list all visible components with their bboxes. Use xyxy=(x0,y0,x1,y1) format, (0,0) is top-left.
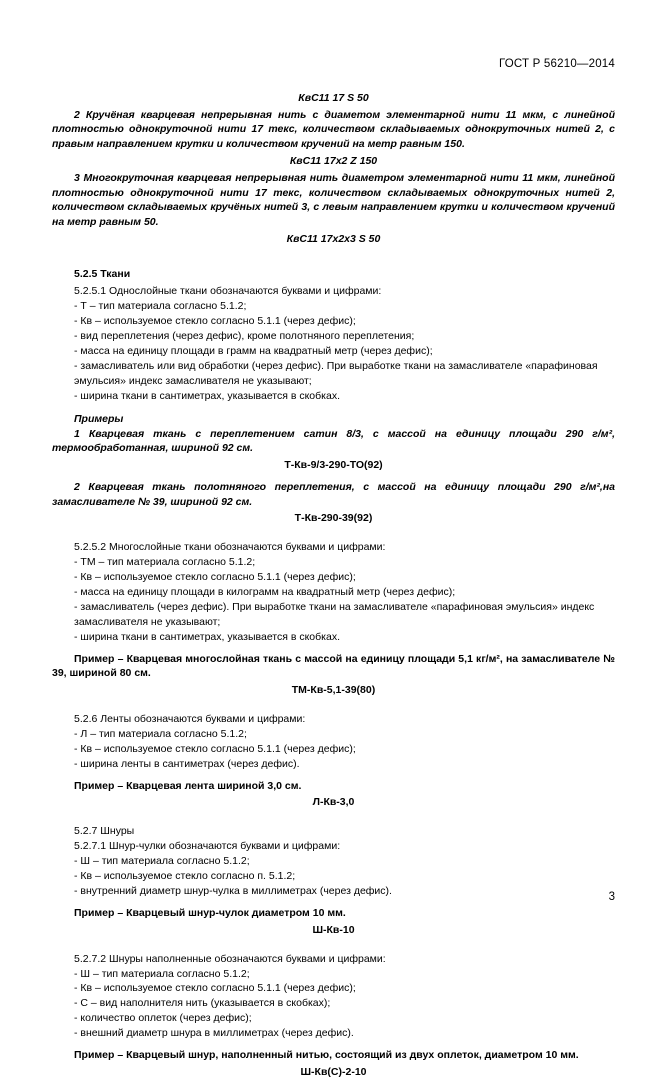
section-5-2-7-1-example-code: Ш-Кв-10 xyxy=(312,923,355,936)
code-line-1: КвС11 17 S 50 xyxy=(298,92,369,104)
section-5-2-7-2-intro: 5.2.7.2 Шнуры наполненные обозначаются буквами и цифрами: xyxy=(74,952,386,965)
list-item: - Кв – используемое стекло согласно 5.1.1 (через дефис); xyxy=(74,571,356,584)
code-line-2: КвС11 17х2 Z 150 xyxy=(289,155,378,168)
paragraph-2: 2 Кручёная кварцевая непрерывная нить с диаметом элементарной нити 11 мкм, с линейной плотностью однокруточной нити 17 текс, количеством складываемых однокруточных нитей 2, с правым направлением крутки и количеством кручений на метр равным 150. xyxy=(52,109,615,150)
list-item: - Ш – тип материала согласно 5.1.2; xyxy=(74,967,250,980)
list-item: - масса на единицу площади в килограмм на квадратный метр (через дефис); xyxy=(74,586,456,599)
list-item: - количество оплеток (через дефис); xyxy=(74,1012,252,1025)
list-item: - ТМ – тип материала согласно 5.1.2; xyxy=(74,556,256,569)
example-2: 2 Кварцевая ткань полотняного переплетения, с массой на единицу площади 290 г/м²,на замасливателе № 39, шириной 92 см. xyxy=(52,481,615,508)
list-item: - Ш – тип материала согласно 5.1.2; xyxy=(74,855,250,868)
list-item: - Л – тип материала согласно 5.1.2; xyxy=(74,728,247,741)
section-5-2-7-heading: 5.2.7 Шнуры xyxy=(74,825,135,838)
section-5-2-6-example: Пример – Кварцевая лента шириной 3,0 см. xyxy=(74,779,302,792)
list-item: - ширина ленты в сантиметрах (через дефис). xyxy=(74,757,300,770)
list-item: - Кв – используемое стекло согласно 5.1.1 (через дефис); xyxy=(74,742,356,755)
section-5-2-7-1-intro: 5.2.7.1 Шнур-чулки обозначаются буквами и цифрами: xyxy=(74,840,341,853)
list-item: - замасливатель или вид обработки (через дефис). При выработке ткани на замасливателе «парафиновая эмульсия» индекс замасливателя не указывают; xyxy=(74,359,598,387)
list-item: - масса на единицу площади в грамм на квадратный метр (через дефис); xyxy=(74,345,433,358)
section-5-2-5-heading: 5.2.5 Ткани xyxy=(74,268,131,281)
examples-title: Примеры xyxy=(74,412,124,425)
multi-example-code: ТМ-Кв-5,1-39(80) xyxy=(291,684,376,697)
section-5-2-5-2-intro: 5.2.5.2 Многослойные ткани обозначаются буквами и цифрами: xyxy=(74,541,386,554)
section-5-2-7-2-example-code: Ш-Кв(С)-2-10 xyxy=(300,1065,367,1078)
list-item: - внутренний диаметр шнур-чулка в миллиметрах (через дефис). xyxy=(74,885,392,898)
example-1-code: Т-Кв-9/3-290-ТО(92) xyxy=(284,459,383,472)
list-item: - внешний диаметр шнура в миллиметрах (через дефис). xyxy=(74,1027,354,1040)
section-5-2-7-1-example: Пример – Кварцевый шнур-чулок диаметром 10 мм. xyxy=(74,906,346,919)
list-item: - С – вид наполнителя нить (указывается в скобках); xyxy=(74,997,331,1010)
list-item: - Т – тип материала согласно 5.1.2; xyxy=(74,300,247,313)
example-2-code: Т-Кв-290-39(92) xyxy=(294,512,373,525)
page-number: 3 xyxy=(608,891,615,903)
code-line-3: КвС11 17х2х3 S 50 xyxy=(286,233,381,246)
list-item: - ширина ткани в сантиметрах, указывается в скобках. xyxy=(74,389,340,402)
list-item: - Кв – используемое стекло согласно 5.1.1 (через дефис); xyxy=(74,982,356,995)
document-header: ГОСТ Р 56210—2014 xyxy=(499,58,615,70)
section-5-2-6-example-code: Л-Кв-3,0 xyxy=(312,796,355,809)
multi-example: Пример – Кварцевая многослойная ткань с массой на единицу площади 5,1 кг/м², на замасливателе № 39, шириной 80 см. xyxy=(52,652,615,680)
list-item: - Кв – используемое стекло согласно 5.1.1 (через дефис); xyxy=(74,315,356,328)
section-5-2-5-intro: 5.2.5.1 Однослойные ткани обозначаются буквами и цифрами: xyxy=(74,285,382,298)
section-5-2-6-heading: 5.2.6 Ленты обозначаются буквами и цифрами: xyxy=(74,713,306,726)
list-item: - замасливатель (через дефис). При выработке ткани на замасливателе «парафиновая эмульсия» индекс замасливателя не указывают; xyxy=(74,601,595,628)
list-item: - ширина ткани в сантиметрах, указывается в скобках. xyxy=(74,630,340,643)
list-item: - Кв – используемое стекло согласно п. 5.1.2; xyxy=(74,870,296,883)
list-item: - вид переплетения (через дефис), кроме полотняного переплетения; xyxy=(74,330,415,343)
example-1: 1 Кварцевая ткань с переплетением сатин 8/3, с массой на единицу площади 290 г/м², термообработанная, шириной 92 см. xyxy=(52,427,615,455)
section-5-2-7-2-example: Пример – Кварцевый шнур, наполненный нитью, состоящий из двух оплеток, диаметром 10 мм. xyxy=(74,1049,579,1062)
paragraph-3: 3 Многокруточная кварцевая непрерывная нить диаметром элементарной нити 11 мкм, линейной плотностью однокруточной нити 17 текс, количеством складываемых однокруточных нитей 2, количеством складываемых кручёных нитей 3, с левым направлением крутки и количеством кручений на метр равным 50. xyxy=(52,172,615,228)
